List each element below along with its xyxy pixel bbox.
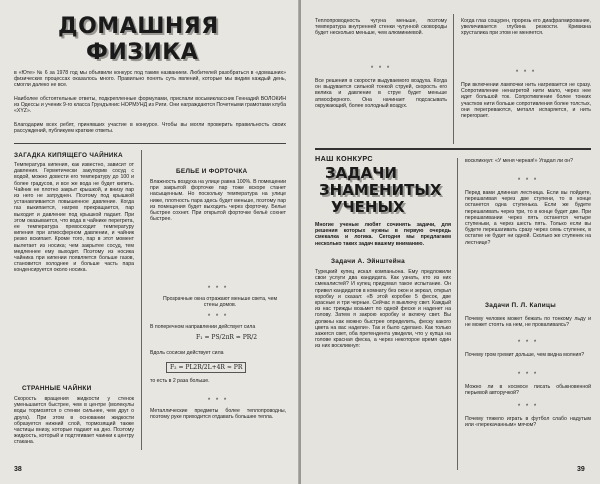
stars-separator: * * * <box>515 70 537 76</box>
stars-separator: * * * <box>207 398 229 404</box>
lamp-text: При включении лампочки нить нагревается не сразу. Сопротивление ненагретой нити мало, через нее идет большой ток. Сопротивление более тонких участков нити больше сопротивления более толстых, они перегреваются, металл испаряется, и нить перегорает. <box>461 82 591 120</box>
eye-squint-text: Когда глаз сощурен, прорезь его диафрагмирование, увеличивается глубина резкости. Кривизна хрусталика при этом не меняется. <box>461 18 591 37</box>
stars-separator: * * * <box>517 178 539 184</box>
stars-separator: * * * <box>517 372 539 378</box>
einstein-problem: Турецкий купец искал компаньона. Ему предложили свои услуги два кандидата. Как узнать, кто из них смекалистей? И купец придумал такое испытание. Он привел кандидатов в комнату без окон и зеркал, открыл коробку и сказал: «В этой коробке 5 фесок, две красные и три черные. Сейчас я выключу свет. Каждый из нас трижды возьмет по одной феске и наденет на голову. Затем я закрою коробку и включу свет. Вы должны как можно быстрее определить, феску какого цвета на вас надели». Так и было сделано. Как только зажегся свет, оба претендента увидели, что у купца на голове красная феска, а через некоторое время один из них воскликнул: <box>315 269 451 350</box>
heading-strange-tealeaves: СТРАННЫЕ ЧАЙНКИ <box>22 385 92 392</box>
force-text-1: В поперечном направлении действует сила <box>150 324 256 330</box>
air-stream-text: Все решения в скорости выдуваемого воздуха. Когда он выдувается сильной тонкой струей, скорость его велика и давление в струе будет меньше атмосферного. Она начинает подсасывать окружающий, более холодный воздух. <box>315 78 447 109</box>
column-divider <box>141 150 142 450</box>
stars-separator: * * * <box>517 340 539 346</box>
right-page <box>301 0 600 484</box>
contest-intro: Многие ученые любят сочинять задачи, для решения которых нужны в первую очередь смекалка и логика. Сегодня мы предлагаем несколько таких задач вашему вниманию. <box>315 222 451 247</box>
contest-label: НАШ КОНКУРС <box>315 154 374 163</box>
strange-text: Скорость вращения жидкости у стенок уменьшается быстрее, чем в центре (молекулы воды тормозятся о стенки сильнее, чем друг о друга). При этом в основании жидкости образуется нижний слой, тормозящий также частицы внизу, которые падают на дно. Поэтому жидкость, который и подтягивает чаинки к центру стакана. <box>14 396 134 446</box>
section-divider <box>14 143 286 144</box>
stars-separator: * * * <box>207 286 229 292</box>
kapitsa-question-4: Почему тяжело играть в футбол слабо надутым или «перекачанным» мячом? <box>465 416 591 429</box>
windows-text: Прозрачные окна отражают меньше света, чем стены домов. <box>162 296 278 309</box>
heading-einstein: Задачи А. Эйнштейна <box>331 258 405 265</box>
page-title-line1: ДОМАШНЯЯ <box>58 14 219 39</box>
stars-separator: * * * <box>207 314 229 320</box>
force-text-3: то есть в 2 раза больше. <box>150 378 210 384</box>
column-divider <box>453 14 454 144</box>
metal-text: Металлические предметы более теплопроводны, поэтому руке приходится отдавать большее тепла. <box>150 408 286 421</box>
left-page <box>0 0 299 484</box>
intro-paragraph-2: Наиболее обстоятельные ответы, подкрепленные формулами, прислали восьмиклассник Геннадий ВОЛОКИН из Одессы и ученик 9-го класса Грундъянис НОРМУНД из Риги. Они награждаются Почетными грамотами клуба «XYZ». <box>14 96 286 115</box>
contest-title-line3: УЧЕНЫХ <box>331 198 405 216</box>
heading-kettle: ЗАГАДКА КИПЯЩЕГО ЧАЙНИКА <box>14 152 123 159</box>
einstein-question: воскликнул: «У меня черная!» Угадал ли он? <box>465 158 574 164</box>
heading-kapitsa: Задачи П. Л. Капицы <box>485 302 557 309</box>
force-text-2: Вдоль сосиски действует сила <box>150 350 224 356</box>
intro-paragraph: в «Юте» № 6 за 1978 год мы объявили конкурс под таким названием. Любителей разобраться в «домашних» физических процессах оказалось много. Правильно понять суть явлений, которые мы видим каждый день, смогли далеко не все. <box>14 70 286 89</box>
stars-separator: * * * <box>517 404 539 410</box>
page-number-right: 39 <box>577 466 585 473</box>
stairs-problem: Перед вами длинная лестница. Если вы пойдете, перешагивая через две ступени, то в конце останется одна ступенька. Если же будете перешагивать через три, то в конце будет две. При перешагивании через пять останется четыре ступеньки, а через шесть пять. Только если вы будете перешагивать сразу через семь ступенек, в остатке не будет ни одной. Сколько же ступенек на лестнице? <box>465 190 591 246</box>
page-number-left: 38 <box>14 466 22 473</box>
intro-paragraph-3: Благодарим всех ребят, принявших участие в конкурсе. Чтобы вы могли проверить правильность своих рассуждений, публикуем краткие ответы. <box>14 122 286 135</box>
formula-1: F₁ = PS/2πR = PR/2 <box>196 334 258 341</box>
kapitsa-question-3: Можно ли в космосе писать обыкновенной перьевой авторучкой? <box>465 384 591 397</box>
formula-2: F₂ = PL2R/2L+4R ≈ PR <box>166 362 246 373</box>
skillet-text: Теплопроводность чугуна меньше, поэтому температура внутренней стенки чугунной сковороды будет несколько меньше, чем алюминиевой. <box>315 18 447 37</box>
heading-linen: БЕЛЬЕ И ФОРТОЧКА <box>176 168 248 175</box>
contest-title-line2: ЗНАМЕНИТЫХ <box>319 181 442 199</box>
kettle-text: Температура кипения, как известно, зависит от давления. Герметически закупорив сосуд с водой, можно довести его температуру до 100 и более градусов, и все же вода не будет кипеть. Чайник не плотно закрыт крышкой, и внизу пар из него не затруднен. Поэтому под крышкой устанавливается повышенное давление. Когда газ выкипается, нагрев прекращается, пар выходит и давление под крышкой падает. При этом оказывается, что вода в чайнике перегрета, ее температура превосходит температуру кипения при атмосферном давлении, и чайник резко вскипает. Кроме того, пар в этот момент вылетает из носика; чем закрытее сосуд, тем медленнее ему выходит. Поэтому из носика чайника при кипении появляется больше газов, становится холоднее и больше часть пара конденсируется около носика. <box>14 162 134 274</box>
kapitsa-question-2: Почему гром гремит дольше, чем видна молния? <box>465 352 585 358</box>
page-title-line2: ФИЗИКА <box>86 40 199 65</box>
section-divider <box>315 148 591 150</box>
stars-separator: * * * <box>370 66 392 72</box>
linen-text: Влажность воздуха на улице равна 100%. В помещении при закрытой форточке пар тоже вскоре станет насыщенным. Но поскольку температура на улице ниже, плотность пара здесь будет меньше, поэтому пар из помещения будет выходить через форточку. Белье быстрее сохнет. При открытой форточке бельё сохнет быстрее. <box>150 179 286 223</box>
column-divider <box>457 158 458 470</box>
contest-title-line1: ЗАДАЧИ <box>325 164 397 182</box>
kapitsa-question-1: Почему человек может бежать по тонкому льду и не может стоять на нем, не проваливаясь? <box>465 316 591 329</box>
